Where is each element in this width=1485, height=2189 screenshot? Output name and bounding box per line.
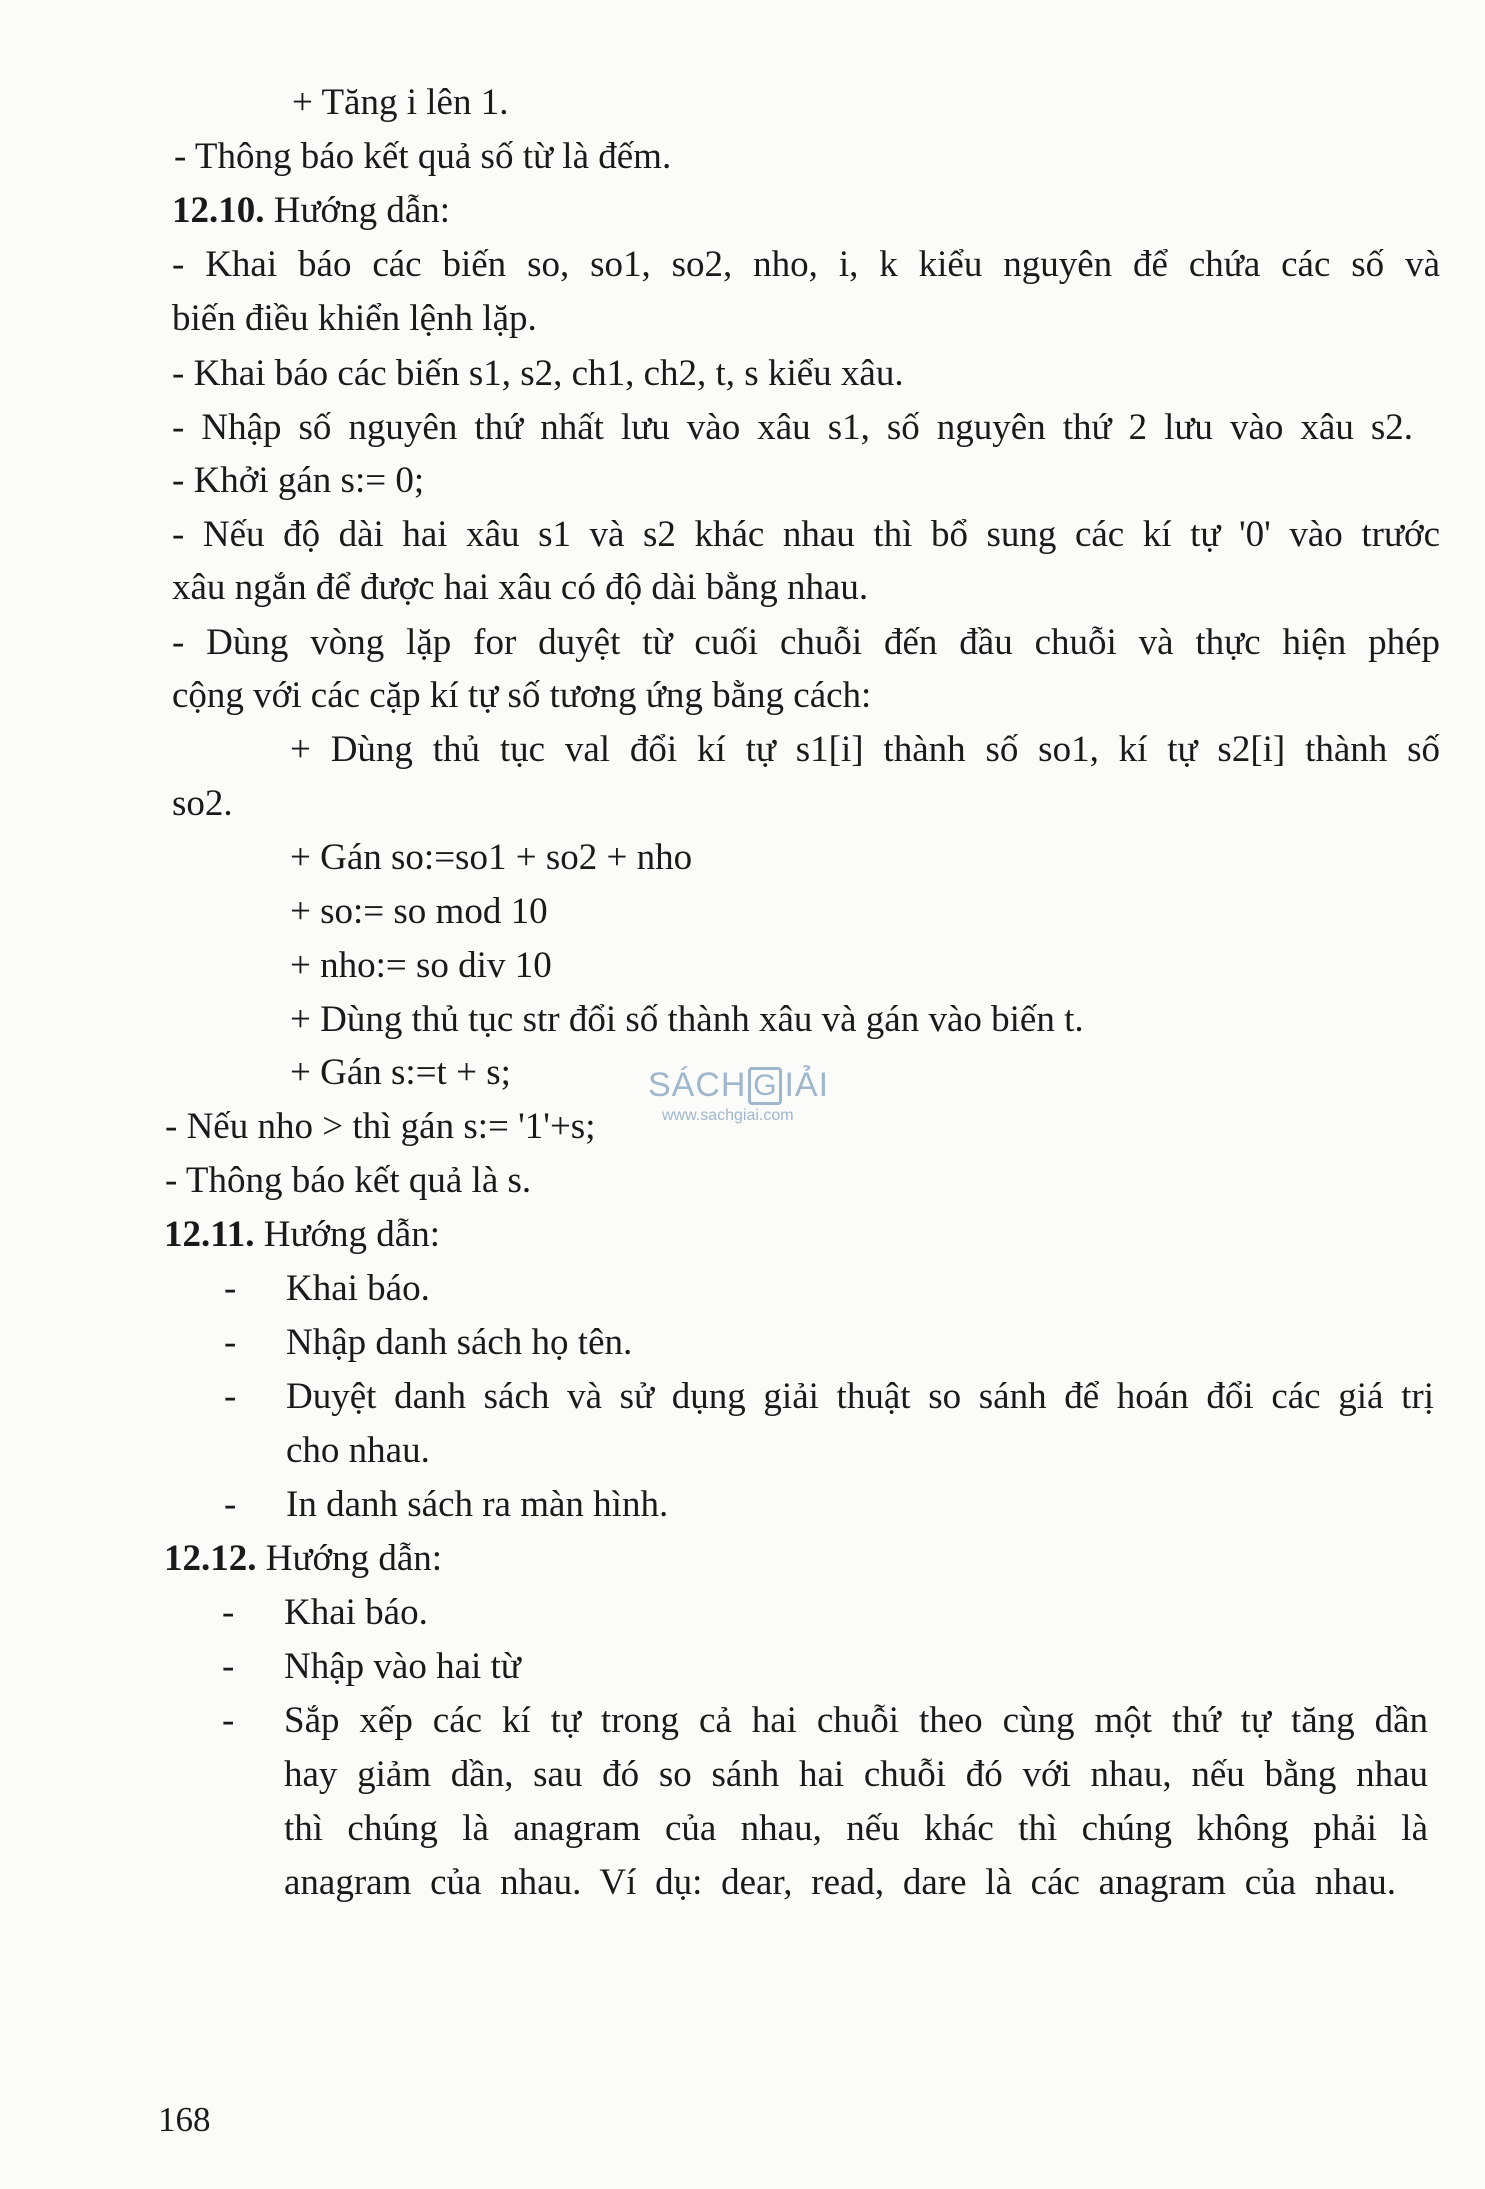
list-item: cho nhau. [286, 1430, 430, 1471]
list-dash: - [224, 1376, 237, 1417]
heading-number: 12.12. [164, 1538, 257, 1579]
list-dash: - [222, 1592, 235, 1633]
list-item: Khai báo. [284, 1592, 428, 1633]
page-number: 168 [158, 2100, 211, 2139]
list-item: Khai báo. [286, 1268, 430, 1309]
list-item: anagram của nhau. Ví dụ: dear, read, dare là các anagram của nhau. [284, 1862, 1396, 1903]
list-item: Nhập danh sách họ tên. [286, 1322, 633, 1363]
text-line: - Khai báo các biến s1, s2, ch1, ch2, t, s kiểu xâu. [172, 353, 904, 394]
text-line: + Dùng thủ tục val đổi kí tự s1[i] thành số so1, kí tự s2[i] thành số [290, 729, 1440, 770]
watermark-g-icon: G [748, 1067, 782, 1105]
list-dash: - [222, 1646, 235, 1687]
text-line: - Nếu nho > thì gán s:= '1'+s; [165, 1106, 596, 1147]
heading-number: 12.11. [164, 1214, 255, 1255]
list-dash: - [224, 1268, 237, 1309]
list-item: hay giảm dần, sau đó so sánh hai chuỗi đó với nhau, nếu bằng nhau [284, 1754, 1428, 1795]
watermark-logo [648, 1066, 829, 1125]
text-line: - Khởi gán s:= 0; [172, 460, 425, 501]
list-item: Nhập vào hai từ [284, 1646, 521, 1687]
text-line: - Dùng vòng lặp for duyệt từ cuối chuỗi đến đầu chuỗi và thực hiện phép [172, 622, 1440, 663]
list-dash: - [222, 1700, 235, 1741]
text-line: xâu ngắn để được hai xâu có độ dài bằng nhau. [172, 567, 869, 608]
text-line: biến điều khiển lệnh lặp. [172, 298, 537, 339]
watermark-url: www.sachgiai.com [662, 1107, 794, 1124]
list-dash: - [224, 1484, 237, 1525]
text-line: - Nhập số nguyên thứ nhất lưu vào xâu s1, số nguyên thứ 2 lưu vào xâu s2. [172, 407, 1413, 448]
heading-12-12 [164, 1540, 442, 1577]
text-line: + so:= so mod 10 [290, 891, 548, 932]
text-line: - Khai báo các biến so, so1, so2, nho, i, k kiểu nguyên để chứa các số và [172, 244, 1440, 285]
step-report-word-count: - Thông báo kết quả số từ là đếm. [174, 136, 672, 177]
heading-text: Hướng dẫn: [264, 190, 451, 231]
text-line: + Gán s:=t + s; [290, 1052, 511, 1093]
heading-number: 12.10. [172, 190, 265, 231]
heading-12-11 [164, 1216, 440, 1253]
list-item: thì chúng là anagram của nhau, nếu khác thì chúng không phải là [284, 1808, 1428, 1849]
text-line: cộng với các cặp kí tự số tương ứng bằng cách: [172, 675, 872, 716]
list-item: Sắp xếp các kí tự trong cả hai chuỗi theo cùng một thứ tự tăng dần [284, 1700, 1428, 1741]
list-item: In danh sách ra màn hình. [286, 1484, 669, 1525]
heading-text: Hướng dẫn: [256, 1538, 443, 1579]
text-line: - Nếu độ dài hai xâu s1 và s2 khác nhau thì bổ sung các kí tự '0' vào trước [172, 514, 1440, 555]
text-line: - Thông báo kết quả là s. [165, 1160, 532, 1201]
heading-text: Hướng dẫn: [254, 1214, 441, 1255]
list-dash: - [224, 1322, 237, 1363]
text-line: + Gán so:=so1 + so2 + nho [290, 837, 693, 878]
step-increment-i: + Tăng i lên 1. [292, 82, 509, 123]
text-line: + nho:= so div 10 [290, 945, 552, 986]
watermark-brand-left: SÁCH [648, 1066, 747, 1104]
list-item: Duyệt danh sách và sử dụng giải thuật so sánh để hoán đổi các giá trị [286, 1376, 1434, 1417]
watermark-brand-right: IẢI [784, 1066, 830, 1104]
text-line: so2. [172, 783, 233, 824]
heading-12-10 [172, 192, 450, 229]
text-line: + Dùng thủ tục str đổi số thành xâu và gán vào biến t. [290, 999, 1084, 1040]
